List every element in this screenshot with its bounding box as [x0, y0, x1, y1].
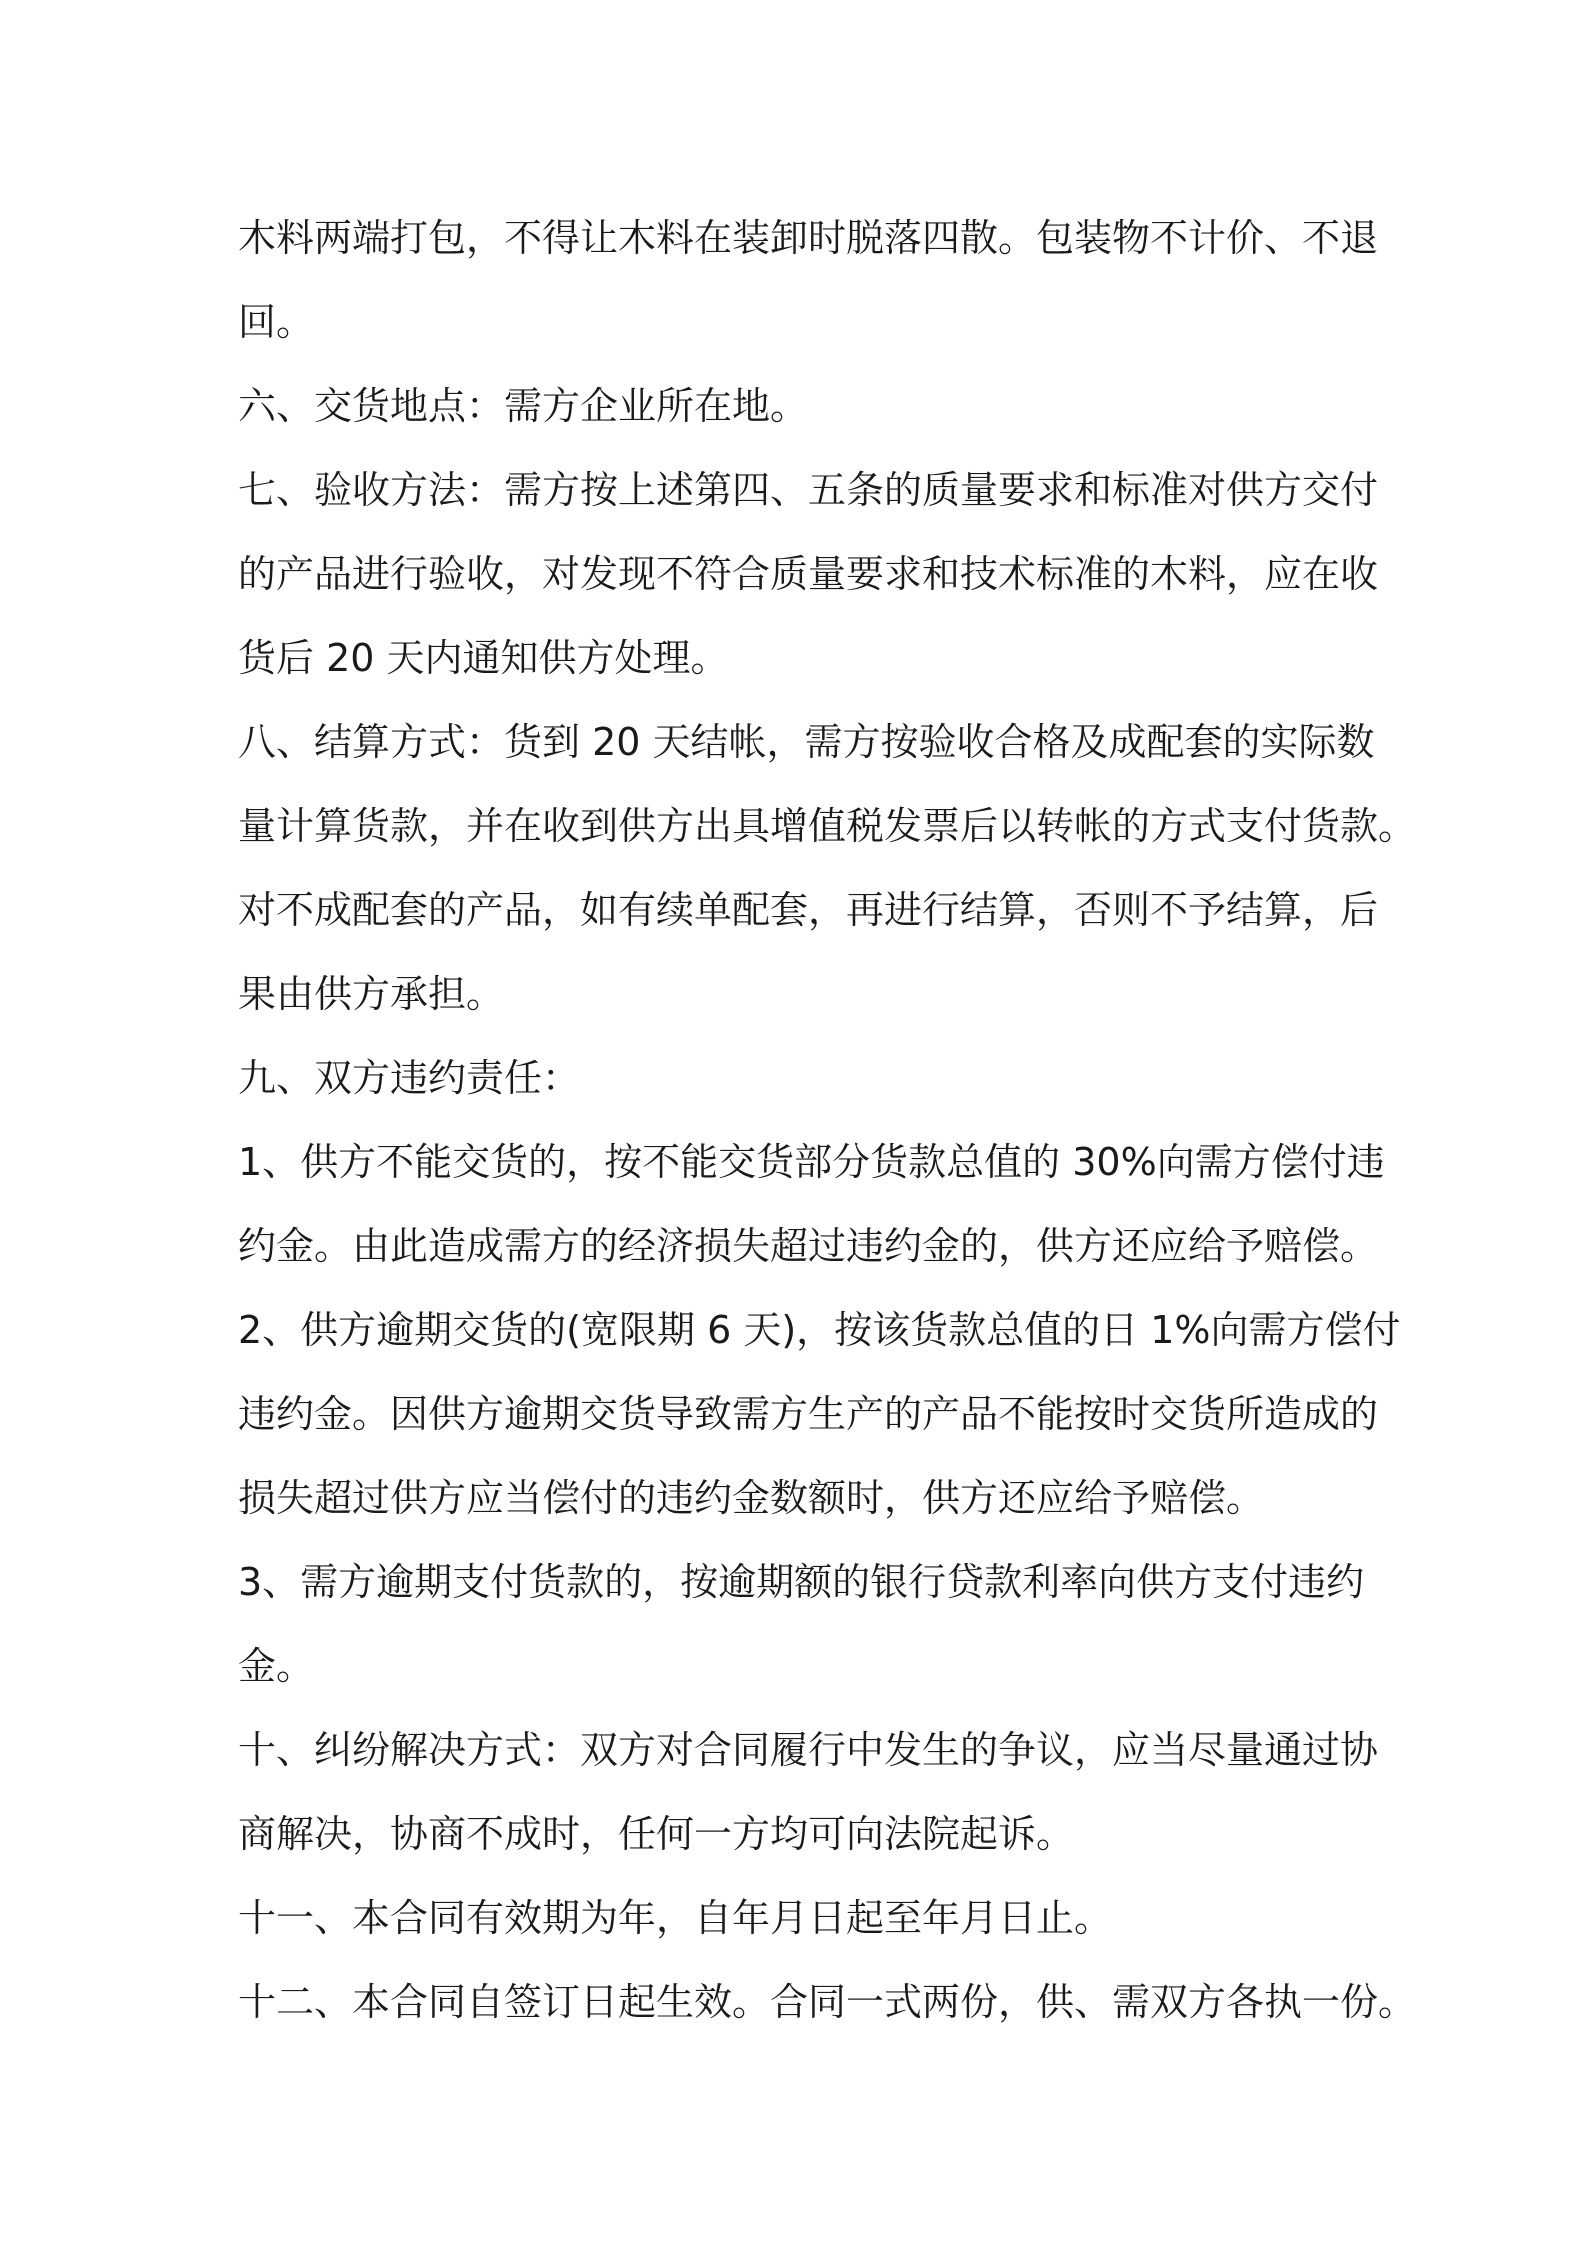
- text-line: 木料两端打包，不得让木料在装卸时脱落四散。包装物不计价、不退: [238, 216, 1379, 260]
- text-line: 量计算货款，并在收到供方出具增值税发票后以转帐的方式支付货款。: [238, 804, 1417, 848]
- text-line: 损失超过供方应当偿付的违约金数额时，供方还应给予赔偿。: [238, 1476, 1265, 1520]
- text-line: 3、需方逾期支付货款的，按逾期额的银行贷款利率向供方支付违约: [238, 1560, 1365, 1604]
- text-line: 十、纠纷解决方式：双方对合同履行中发生的争议，应当尽量通过协: [238, 1728, 1379, 1772]
- text-line: 的产品进行验收，对发现不符合质量要求和技术标准的木料，应在收: [238, 552, 1379, 596]
- text-line: 约金。由此造成需方的经济损失超过违约金的，供方还应给予赔偿。: [238, 1224, 1379, 1268]
- text-line: 六、交货地点：需方企业所在地。: [238, 384, 809, 428]
- text-line: 十一、本合同有效期为年，自年月日起至年月日止。: [238, 1896, 1113, 1940]
- text-line: 2、供方逾期交货的(宽限期 6 天)，按该货款总值的日 1%向需方偿付: [238, 1308, 1401, 1352]
- text-line: 九、双方违约责任：: [238, 1056, 581, 1100]
- text-line: 对不成配套的产品，如有续单配套，再进行结算，否则不予结算，后: [238, 888, 1379, 932]
- text-line: 商解决，协商不成时，任何一方均可向法院起诉。: [238, 1812, 1075, 1856]
- text-line: 违约金。因供方逾期交货导致需方生产的产品不能按时交货所造成的: [238, 1392, 1379, 1436]
- document-body: [238, 196, 1417, 2044]
- text-line: 1、供方不能交货的，按不能交货部分货款总值的 30%向需方偿付违: [238, 1140, 1385, 1184]
- text-line: 果由供方承担。: [238, 972, 505, 1016]
- text-line: 七、验收方法：需方按上述第四、五条的质量要求和标准对供方交付: [238, 468, 1379, 512]
- text-line: 金。: [238, 1644, 315, 1688]
- text-line: 八、结算方式：货到 20 天结帐，需方按验收合格及成配套的实际数: [238, 720, 1375, 764]
- text-line: 货后 20 天内通知供方处理。: [238, 636, 729, 680]
- text-line: 回。: [238, 300, 315, 344]
- text-line: 十二、本合同自签订日起生效。合同一式两份，供、需双方各执一份。: [238, 1980, 1417, 2024]
